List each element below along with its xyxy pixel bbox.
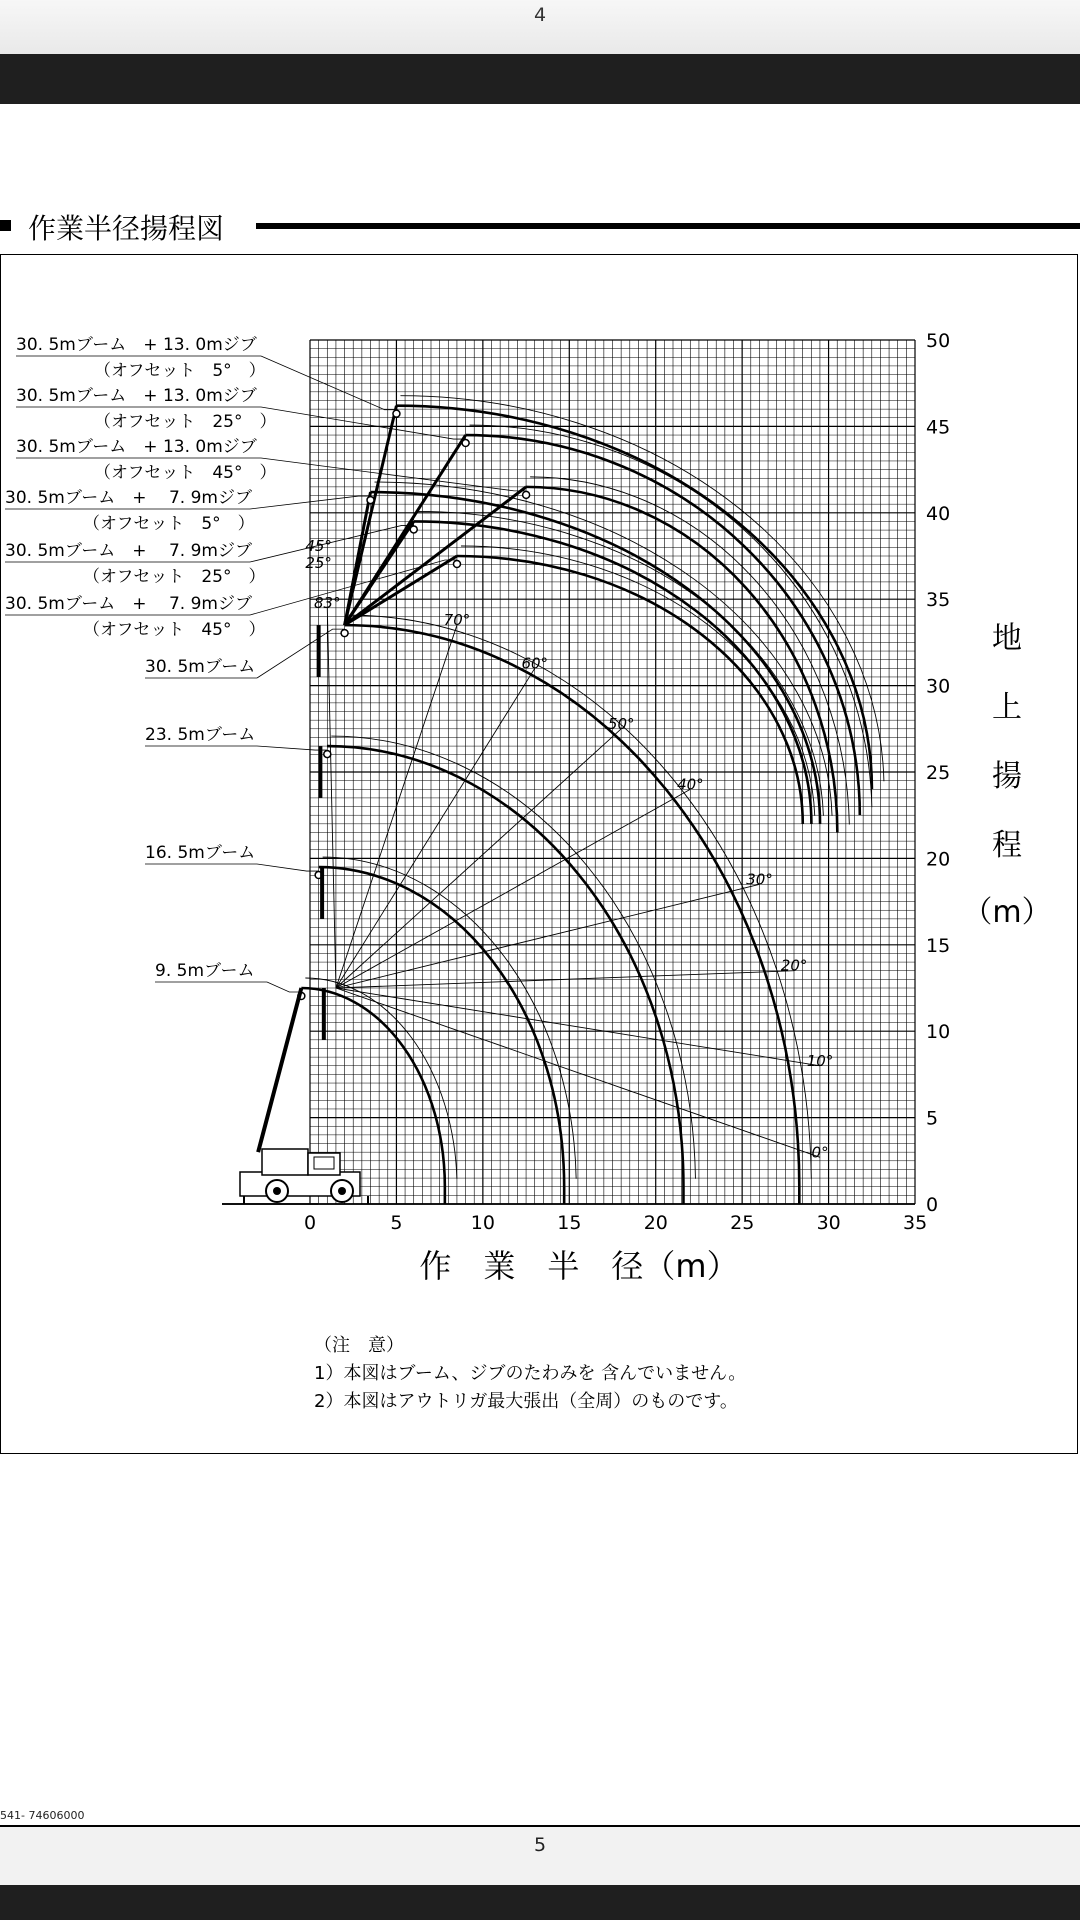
angle-label: 20° xyxy=(780,956,808,975)
angle-label: 70° xyxy=(443,611,471,630)
config-label-line2: （オフセット 45° ） xyxy=(83,620,266,640)
config-label-line1: 30. 5mブーム + 7. 9mジブ xyxy=(5,488,252,508)
angle-label: 83° xyxy=(313,593,341,612)
config-label-line1: 30. 5mブーム + 7. 9mジブ xyxy=(5,594,252,614)
config-label-line1: 30. 5mブーム + 13. 0mジブ xyxy=(16,386,257,406)
config-label-line1: 30. 5mブーム + 7. 9mジブ xyxy=(5,541,252,561)
angle-label: 45° xyxy=(305,536,332,555)
x-tick-label: 25 xyxy=(730,1212,755,1234)
y-axis-title-char: 地 xyxy=(992,621,1022,656)
label-leader-line xyxy=(257,864,319,871)
configuration-labels xyxy=(5,335,276,981)
top-dark-bar xyxy=(0,54,1080,104)
bottom-rule xyxy=(0,1825,1080,1827)
hook-marker xyxy=(462,440,469,447)
working-radius-lift-chart xyxy=(0,254,1080,1454)
y-axis-title-char: 程 xyxy=(992,828,1022,863)
y-axis-title-char: （m） xyxy=(962,895,1052,930)
section-title: 作業半径揚程図 xyxy=(28,212,225,245)
lift-curve-envelope xyxy=(305,978,457,1179)
label-leader-line xyxy=(267,982,301,992)
lift-curves xyxy=(301,396,884,1204)
x-tick-label: 0 xyxy=(303,1212,317,1234)
crane-vehicle-icon xyxy=(222,1149,368,1204)
x-tick-label: 10 xyxy=(470,1212,495,1234)
y-tick-label: 10 xyxy=(926,1021,951,1044)
config-label-line1: 30. 5mブーム + 13. 0mジブ xyxy=(16,437,257,457)
y-tick-label: 30 xyxy=(926,675,951,698)
y-tick-label: 50 xyxy=(926,330,951,352)
y-axis-title xyxy=(962,621,1051,930)
label-leader-line xyxy=(257,629,345,678)
config-label-line2: （オフセット 45° ） xyxy=(94,463,277,483)
angle-label: 25° xyxy=(305,554,332,573)
config-label-line2: （オフセット 5° ） xyxy=(83,514,255,534)
y-axis-title-char: 上 xyxy=(992,690,1022,725)
config-label-line2: （オフセット 25° ） xyxy=(83,567,266,587)
document-code: 541- 74606000 xyxy=(0,1809,85,1822)
top-page-number: 4 xyxy=(533,4,547,26)
y-tick-label: 5 xyxy=(926,1107,939,1130)
y-tick-label: 40 xyxy=(926,502,951,525)
angle-label: 0° xyxy=(811,1143,829,1162)
x-tick-label: 30 xyxy=(816,1212,841,1234)
lift-curve xyxy=(319,867,565,1204)
y-tick-label: 35 xyxy=(926,589,951,612)
bottom-dark-bar xyxy=(0,1885,1080,1920)
lift-curve-envelope xyxy=(375,482,833,816)
hook-marker xyxy=(523,491,530,498)
y-tick-label: 20 xyxy=(926,848,951,871)
lift-curve-envelope xyxy=(323,857,577,1179)
config-label-line1: 30. 5mブーム + 13. 0mジブ xyxy=(16,335,257,355)
y-tick-label: 25 xyxy=(926,762,951,784)
config-label-line1: 30. 5mブーム xyxy=(145,657,256,677)
config-label-line1: 16. 5mブーム xyxy=(145,843,256,863)
note-item-2: 2）本図はアウトリガ最大張出（全周）のものです。 xyxy=(314,1391,738,1412)
config-label-line2: （オフセット 5° ） xyxy=(94,361,266,381)
y-axis-ticks xyxy=(926,330,950,1216)
label-leader-line xyxy=(261,407,466,439)
x-tick-label: 20 xyxy=(643,1212,668,1234)
angle-label: 10° xyxy=(806,1051,834,1070)
config-label-line2: （オフセット 25° ） xyxy=(94,412,277,432)
main-boom-silhouette xyxy=(258,988,301,1152)
angle-label: 60° xyxy=(521,654,549,673)
y-tick-label: 45 xyxy=(926,416,951,439)
hook-marker xyxy=(341,630,348,637)
boom-silhouettes xyxy=(258,406,529,1152)
angle-ray xyxy=(336,668,535,988)
y-tick-label: 0 xyxy=(926,1194,939,1216)
lift-curve-envelope xyxy=(461,546,815,816)
hook-marker xyxy=(410,526,417,533)
x-axis-ticks xyxy=(304,1212,927,1234)
x-tick-label: 15 xyxy=(557,1212,582,1234)
section-rule xyxy=(256,223,1080,229)
lift-curve-envelope xyxy=(331,736,695,1179)
label-leader-line xyxy=(261,356,396,410)
config-label-line1: 9. 5mブーム xyxy=(155,961,255,981)
notes-heading: （注 意） xyxy=(314,1335,404,1356)
angle-label: 30° xyxy=(746,870,773,889)
note-item-1: 1）本図はブーム、ジブのたわみを 含んでいません。 xyxy=(314,1363,747,1384)
angle-label: 50° xyxy=(607,714,635,733)
x-tick-label: 35 xyxy=(903,1212,928,1234)
x-tick-label: 5 xyxy=(390,1212,403,1234)
hook-marker xyxy=(324,751,331,758)
y-tick-label: 15 xyxy=(926,934,951,957)
bottom-page-number: 5 xyxy=(533,1834,547,1856)
angle-ray xyxy=(336,789,690,988)
label-leader-line xyxy=(257,746,327,750)
grid xyxy=(222,340,915,1204)
hook-marker xyxy=(367,497,374,504)
angle-label: 40° xyxy=(677,775,704,794)
label-leader-line xyxy=(261,458,526,491)
section-marker-icon xyxy=(0,220,11,231)
hook-marker xyxy=(393,410,400,417)
x-axis-title: 作 業 半 径（m） xyxy=(419,1247,739,1285)
config-label-line1: 23. 5mブーム xyxy=(145,725,256,745)
y-axis-title-char: 揚 xyxy=(992,759,1022,794)
hook-marker xyxy=(453,561,460,568)
